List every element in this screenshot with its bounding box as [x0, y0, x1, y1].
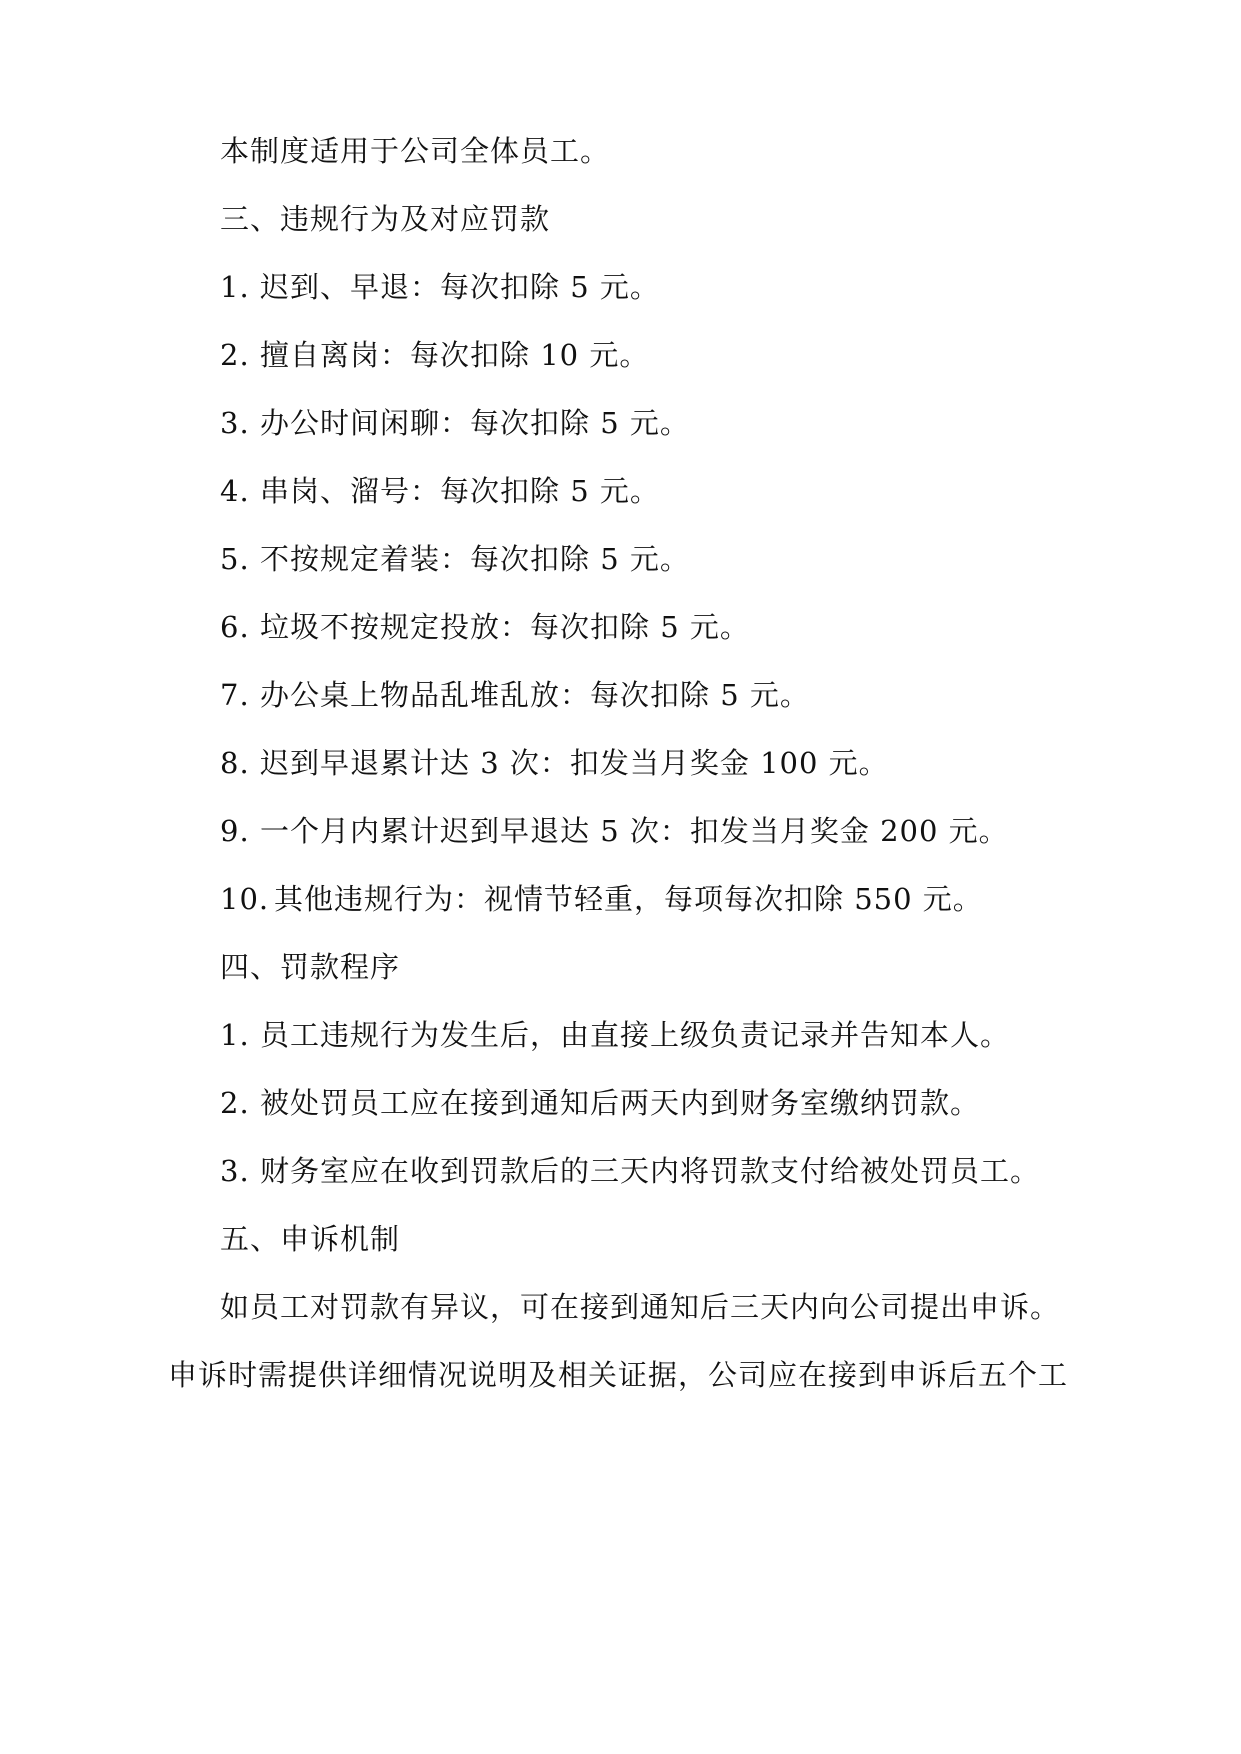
list-text: 员工违规行为发生后，由直接上级负责记录并告知本人。 — [260, 1018, 1011, 1052]
list-number: 8. — [220, 746, 250, 780]
list-number: 9. — [220, 814, 250, 848]
section-heading-procedure: 四、罚款程序 — [220, 950, 401, 984]
list-item — [220, 405, 690, 441]
list-number: 1. — [220, 270, 250, 304]
list-text: 一个月内累计迟到早退达 5 次：扣发当月奖金 200 元。 — [260, 814, 1009, 848]
list-text: 其他违规行为：视情节轻重，每项每次扣除 550 元。 — [274, 882, 983, 916]
list-item — [220, 1085, 980, 1121]
list-text: 迟到早退累计达 3 次：扣发当月奖金 100 元。 — [260, 746, 889, 780]
list-item — [220, 269, 660, 305]
list-number: 2. — [220, 1086, 250, 1120]
section-heading-appeal: 五、申诉机制 — [220, 1222, 401, 1256]
list-number: 1. — [220, 1018, 250, 1052]
list-text: 串岗、溜号：每次扣除 5 元。 — [260, 474, 660, 508]
list-text: 被处罚员工应在接到通知后两天内到财务室缴纳罚款。 — [260, 1086, 981, 1120]
list-number: 10. — [220, 882, 270, 916]
list-item — [220, 473, 660, 509]
list-text: 迟到、早退：每次扣除 5 元。 — [260, 270, 660, 304]
list-number: 7. — [220, 678, 250, 712]
list-item — [220, 541, 690, 577]
list-text: 不按规定着装：每次扣除 5 元。 — [260, 542, 690, 576]
list-text: 擅自离岗：每次扣除 10 元。 — [260, 338, 650, 372]
list-item — [220, 1017, 1010, 1053]
list-number: 3. — [220, 406, 250, 440]
appeal-paragraph-line2: 申诉时需提供详细情况说明及相关证据，公司应在接到申诉后五个工 — [168, 1358, 1069, 1392]
list-number: 3. — [220, 1154, 250, 1188]
list-number: 6. — [220, 610, 250, 644]
list-item — [220, 881, 983, 917]
list-item — [220, 609, 750, 645]
list-item — [220, 1153, 1040, 1189]
list-item — [220, 677, 810, 713]
list-text: 办公桌上物品乱堆乱放：每次扣除 5 元。 — [260, 678, 810, 712]
intro-paragraph: 本制度适用于公司全体员工。 — [220, 134, 611, 168]
list-number: 5. — [220, 542, 250, 576]
list-item — [220, 745, 889, 781]
list-text: 办公时间闲聊：每次扣除 5 元。 — [260, 406, 690, 440]
list-item — [220, 337, 649, 373]
section-heading-violations: 三、违规行为及对应罚款 — [220, 202, 551, 236]
list-text: 财务室应在收到罚款后的三天内将罚款支付给被处罚员工。 — [260, 1154, 1041, 1188]
list-number: 4. — [220, 474, 250, 508]
list-number: 2. — [220, 338, 250, 372]
list-text: 垃圾不按规定投放：每次扣除 5 元。 — [260, 610, 750, 644]
appeal-paragraph-line1: 如员工对罚款有异议，可在接到通知后三天内向公司提出申诉。 — [220, 1290, 1061, 1324]
list-item — [220, 813, 1009, 849]
